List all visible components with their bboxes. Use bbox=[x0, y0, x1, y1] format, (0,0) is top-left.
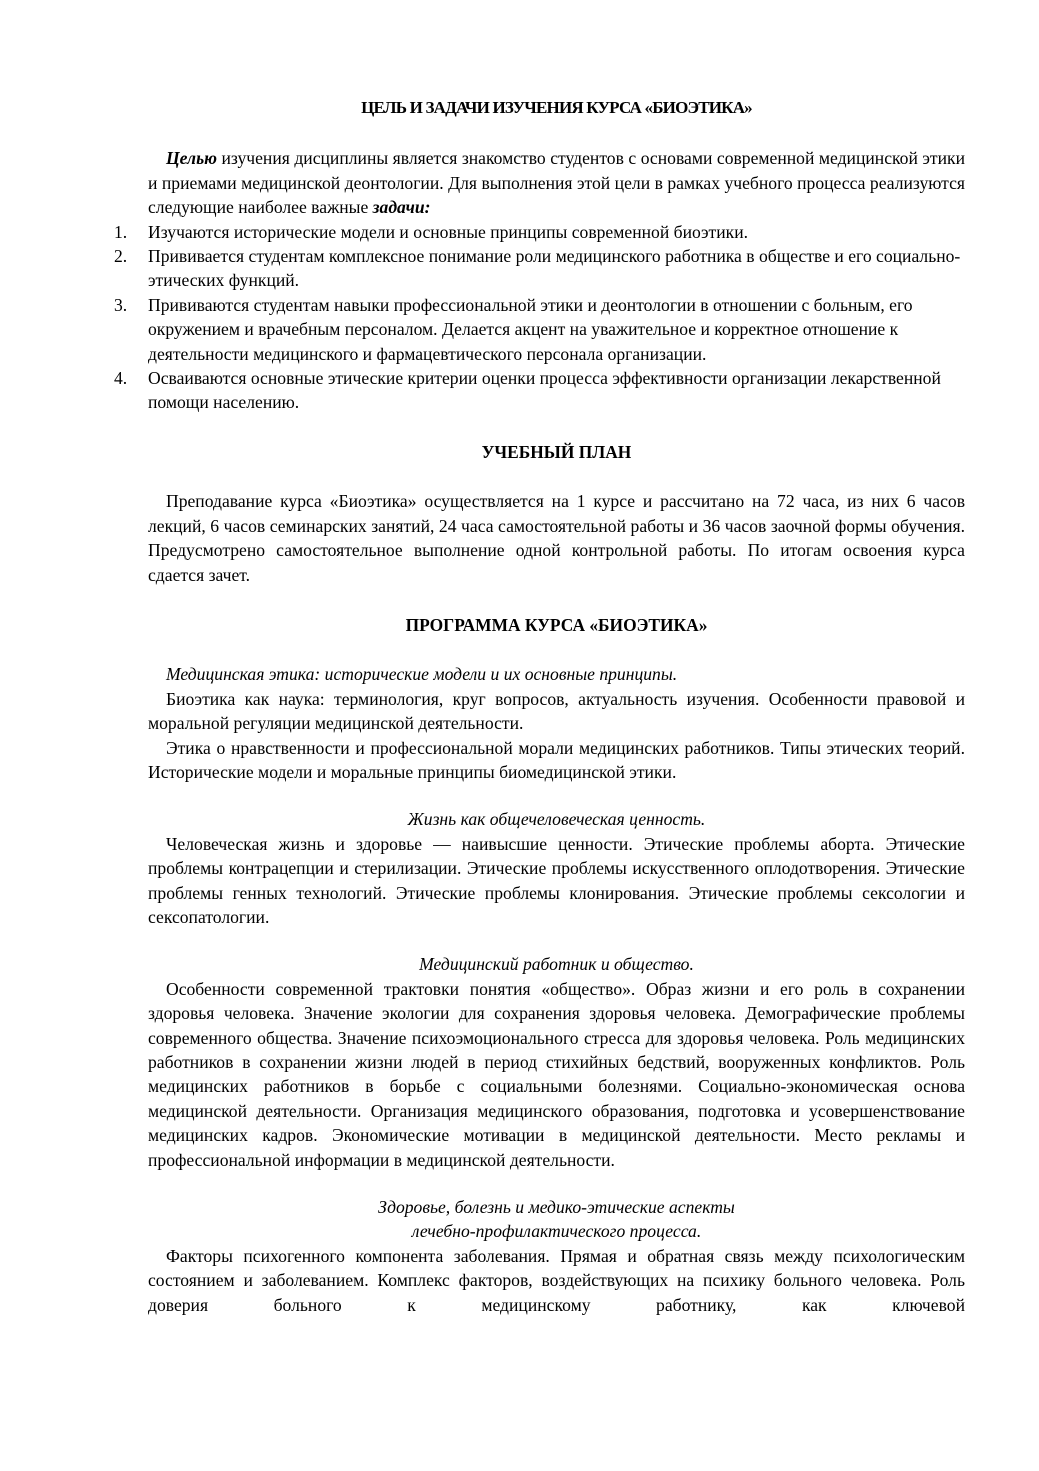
section-heading: Медицинский работник и общество. bbox=[419, 954, 694, 975]
plan-title: УЧЕБНЫЙ ПЛАН bbox=[481, 441, 632, 462]
list-item bbox=[114, 293, 965, 366]
goals-title: ЦЕЛЬ И ЗАДАЧИ ИЗУЧЕНИЯ КУРСА «БИОЭТИКА» bbox=[361, 98, 752, 117]
plan-paragraph: Преподавание курса «Биоэтика» осуществляется на 1 курсе и рассчитано на 72 часа, из них 6 часов лекций, 6 часов семинарских занятий, 24 часа самостоятельной работы и 36 часов заочной формы обучения. Предусмотрено самостоятельное выполнение одной контрольной работы. По итогам освоения курса сдается зачет. bbox=[148, 491, 965, 585]
list-item bbox=[114, 366, 965, 415]
list-item-number: 1. bbox=[114, 221, 128, 242]
list-item-text: Прививается студентам комплексное понимание роли медицинского работника в обществе и его социально-этических функций. bbox=[148, 246, 961, 291]
program-title: ПРОГРАММА КУРСА «БИОЭТИКА» bbox=[405, 614, 708, 635]
section-heading: Медицинская этика: исторические модели и их основные принципы. bbox=[166, 664, 678, 685]
section-heading: Здоровье, болезнь и медико-этические аспекты bbox=[378, 1197, 735, 1218]
section-paragraph: Этика о нравственности и профессиональной морали медицинских работников. Типы этических теорий. Исторические модели и моральные принципы биомедицинской этики. bbox=[148, 737, 965, 782]
list-item bbox=[114, 220, 965, 244]
list-item-text: Прививаются студентам навыки профессиональной этики и деонтологии в отношении с больным, его окружением и врачебным персоналом. Делается акцент на уважительное и корректное отношение к деятельности медицинского и фармацевтического персонала организации. bbox=[148, 294, 913, 364]
list-item-number: 4. bbox=[114, 368, 128, 389]
goals-intro-text: изучения дисциплины является знакомство студентов с основами современной медицинской этики и приемами медицинской деонтологии. Для выполнения этой цели в рамках учебного процесса реализуются следующие наиболее важные bbox=[148, 148, 965, 218]
tasks-list bbox=[114, 220, 965, 415]
list-item-number: 3. bbox=[114, 294, 128, 315]
section-paragraph: Человеческая жизнь и здоровье — наивысшие ценности. Этические проблемы аборта. Этические проблемы контрацепции и стерилизации. Этические проблемы искусственного оплодотворения. Этические проблемы генных технологий. Этические проблемы клонирования. Этические проблемы сексологии и сексопатологии. bbox=[148, 833, 965, 927]
section-paragraph: Биоэтика как наука: терминология, круг вопросов, актуальность изучения. Особенности правовой и моральной регуляции медицинской деятельности. bbox=[148, 688, 965, 734]
goals-intro-emphasis: Целью bbox=[166, 148, 217, 169]
list-item-number: 2. bbox=[114, 246, 128, 267]
list-item bbox=[114, 244, 965, 293]
list-item-text: Изучаются исторические модели и основные принципы современной биоэтики. bbox=[148, 221, 749, 242]
section-paragraph: Факторы психогенного компонента заболевания. Прямая и обратная связь между психологическим состоянием и заболеванием. Комплекс факторов, воздействующих на психику больного человека. Роль доверия больного к медицинскому работнику, как ключевой bbox=[148, 1245, 965, 1315]
section-heading: Жизнь как общечеловеческая ценность. bbox=[407, 809, 706, 830]
goals-intro bbox=[148, 146, 965, 219]
section-heading-continued: лечебно-профилактического процесса. bbox=[411, 1221, 702, 1242]
section-paragraph: Особенности современной трактовки понятия «общество». Образ жизни и его роль в сохранении здоровья человека. Значение экологии для сохранения здоровья человека. Демографические проблемы современного общества. Значение психоэмоционального стресса для здоровья человека. Роль медицинских работников в сохранении жизни людей в период стихийных бедствий, вооруженных конфликтов. Роль медицинских работников в борьбе с социальными болезнями. Социально-экономическая основа медицинской деятельности. Организация медицинского образования, подготовка и усовершенствование медицинских кадров. Экономические мотивации в медицинской деятельности. Место рекламы и профессиональной информации в медицинской деятельности. bbox=[148, 978, 965, 1170]
goals-intro-tasks: задачи: bbox=[372, 197, 431, 218]
list-item-text: Осваиваются основные этические критерии оценки процесса эффективности организации лекарственной помощи населению. bbox=[148, 368, 941, 413]
